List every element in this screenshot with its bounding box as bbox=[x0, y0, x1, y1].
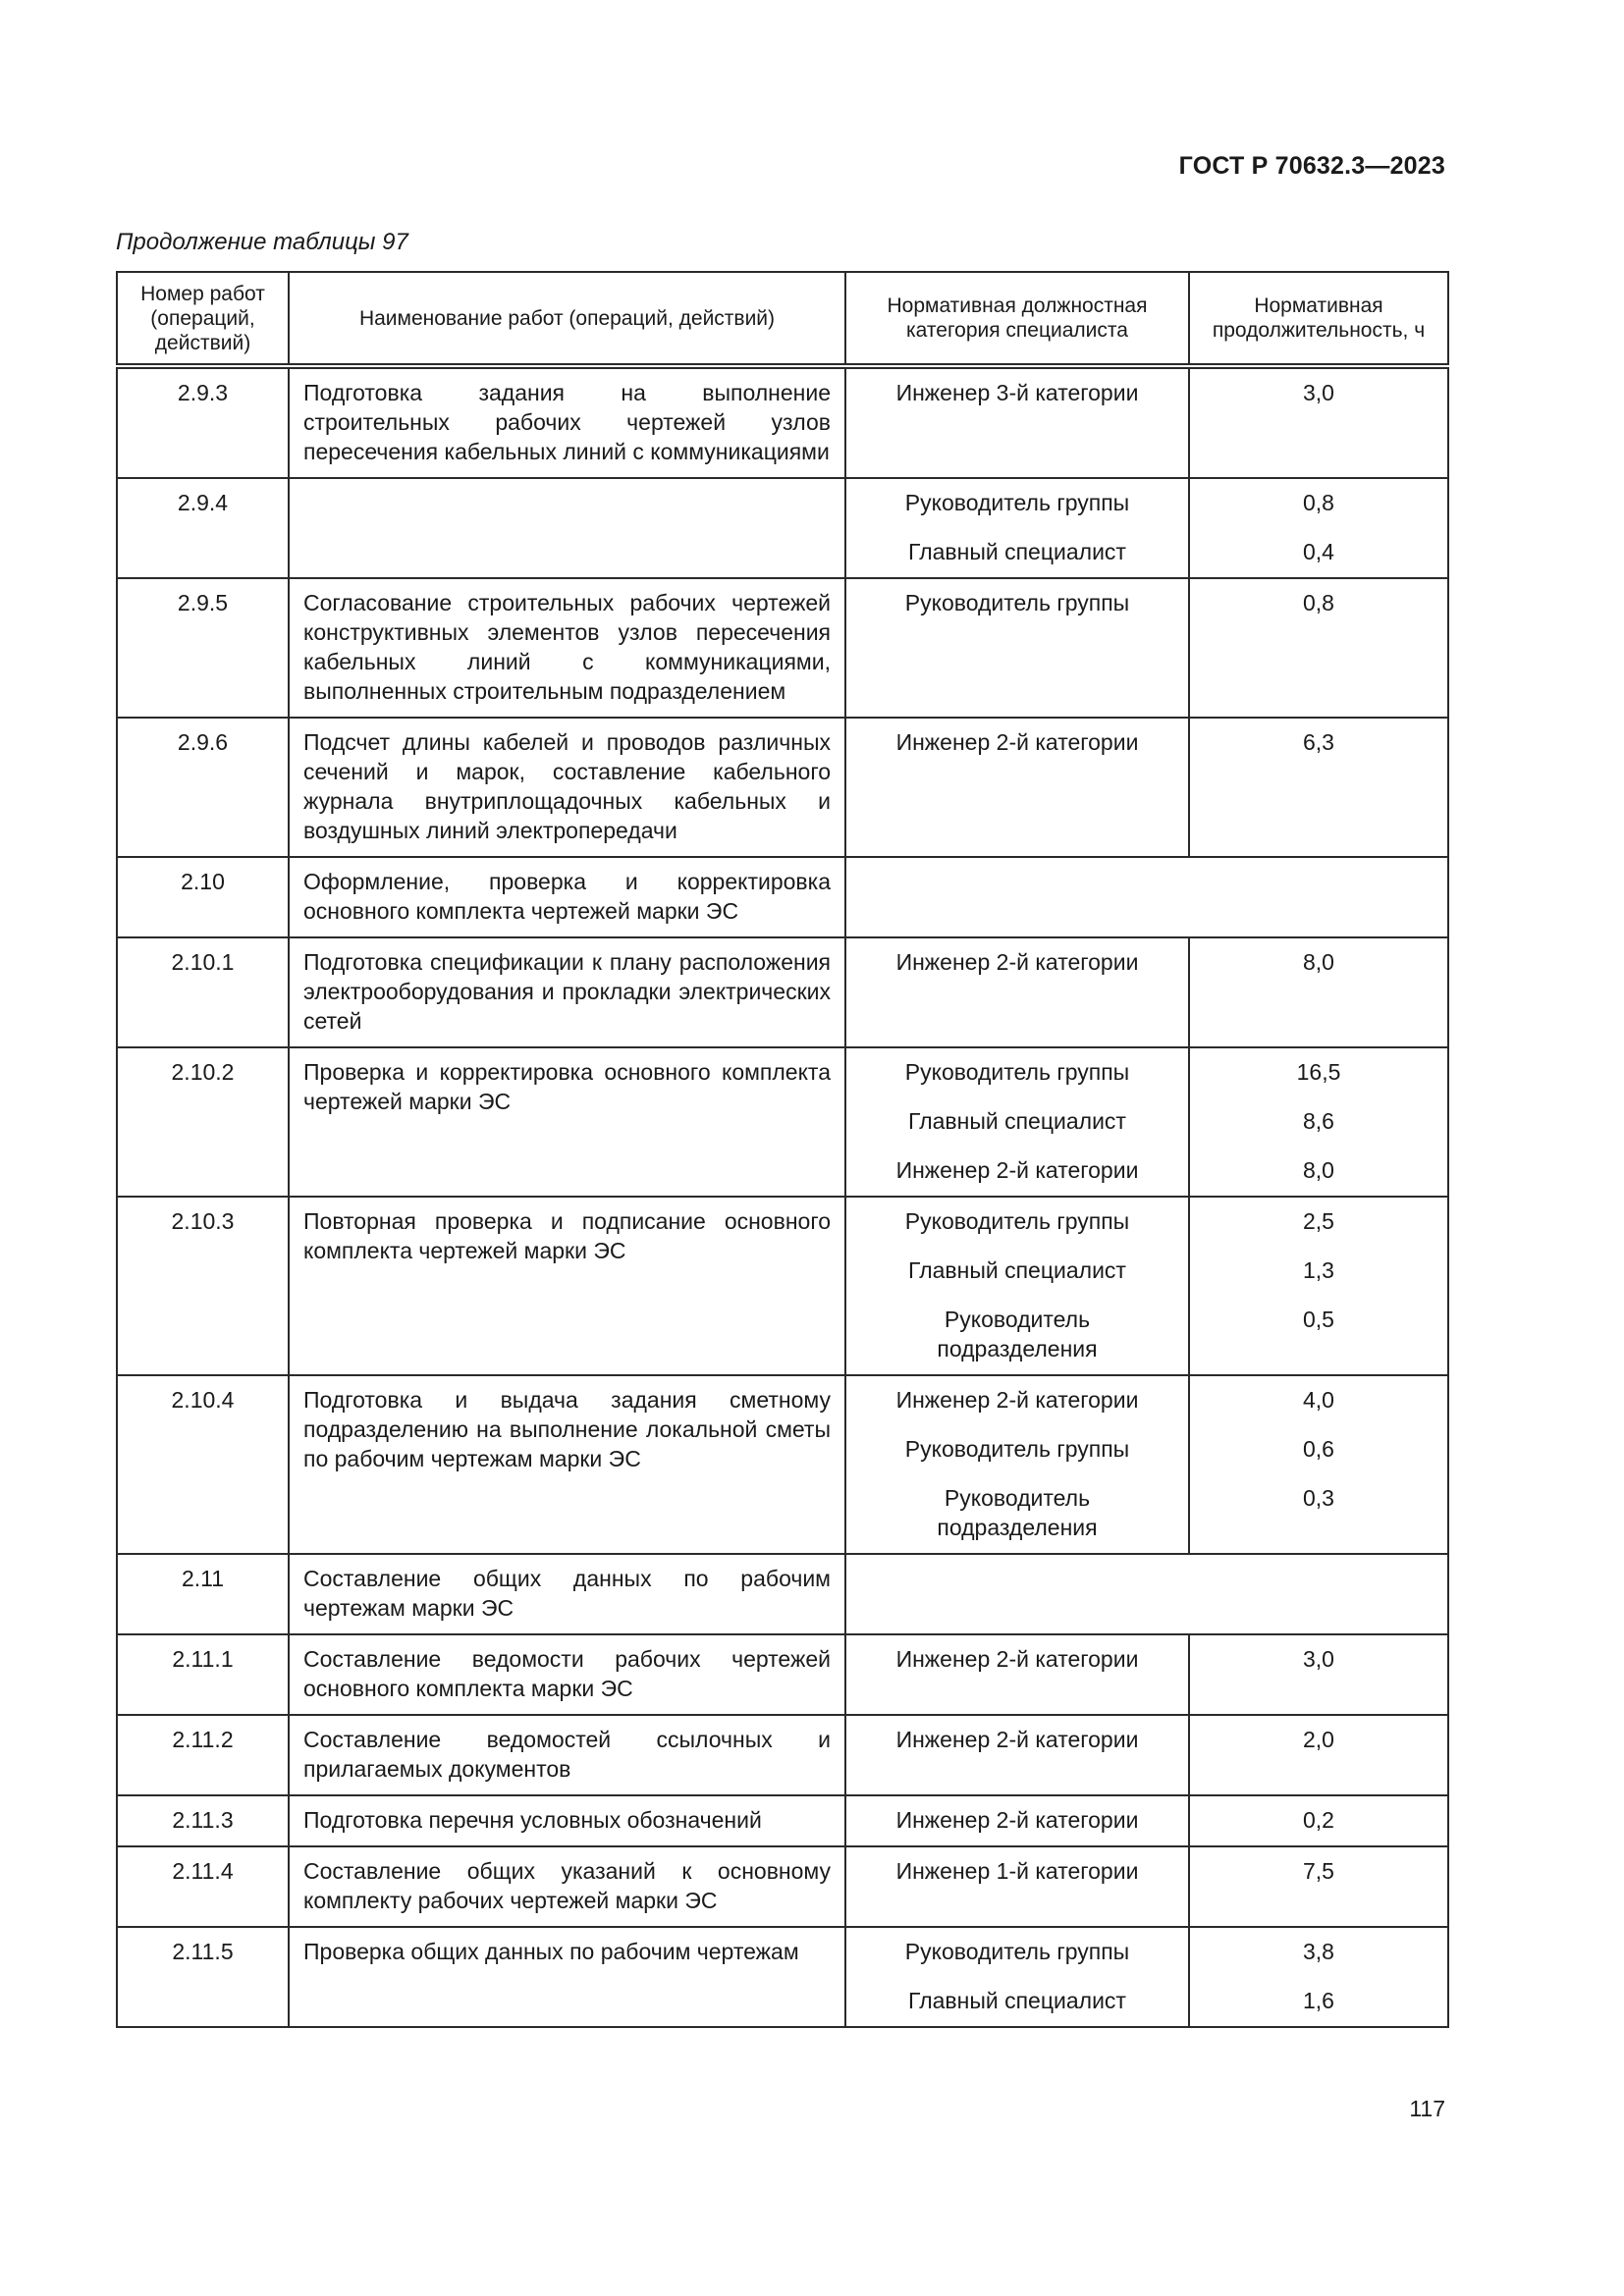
work-number-cell: 2.10.3 bbox=[117, 1197, 289, 1375]
duration-cell bbox=[1189, 1927, 1448, 2027]
duration-hours: 4,0 bbox=[1303, 1387, 1334, 1413]
table-row bbox=[117, 857, 1448, 937]
work-title-cell: Подсчет длины кабелей и проводов различных сечений и марок, составление кабельного журнала внутриплощадочных кабельных и воздушных линий электропередачи bbox=[289, 718, 845, 857]
duration-hours: 3,0 bbox=[1303, 1646, 1334, 1672]
work-title-cell: Составление ведомостей ссылочных и прилагаемых документов bbox=[289, 1715, 845, 1795]
table-continuation-caption: Продолжение таблицы 97 bbox=[116, 229, 408, 255]
specialist-role: Инженер 2-й категории bbox=[895, 1646, 1139, 1672]
duration-hours: 0,6 bbox=[1303, 1436, 1334, 1462]
duration-cell bbox=[1189, 478, 1448, 578]
role-cell bbox=[845, 1047, 1189, 1197]
work-title-cell: Составление общих данных по рабочим чертежам марки ЭС bbox=[289, 1554, 845, 1634]
duration-cell bbox=[1189, 1846, 1448, 1927]
page-number: 117 bbox=[1409, 2096, 1445, 2121]
role-cell bbox=[845, 857, 1448, 937]
role-cell bbox=[845, 1375, 1189, 1554]
role-cell bbox=[845, 1795, 1189, 1846]
role-cell bbox=[845, 366, 1189, 478]
work-title-cell: Подготовка задания на выполнение строительных рабочих чертежей узлов пересечения кабельных линий с коммуникациями bbox=[289, 366, 845, 478]
specialist-role: Инженер 2-й категории bbox=[895, 1727, 1139, 1752]
table-row bbox=[117, 937, 1448, 1047]
duration-hours: 0,2 bbox=[1303, 1807, 1334, 1833]
work-title-cell: Согласование строительных рабочих чертежей конструктивных элементов узлов пересечения кабельных линий с коммуникациями, выполненных строительным подразделением bbox=[289, 578, 845, 718]
duration-hours: 0,3 bbox=[1303, 1485, 1334, 1511]
table-body bbox=[117, 366, 1448, 2027]
specialist-role: Руководитель группы bbox=[904, 1436, 1130, 1462]
role-cell bbox=[845, 1634, 1189, 1715]
duration-cell bbox=[1189, 578, 1448, 718]
work-title-cell: Оформление, проверка и корректировка основного комплекта чертежей марки ЭС bbox=[289, 857, 845, 937]
duration-cell bbox=[1189, 1795, 1448, 1846]
work-number-cell: 2.9.5 bbox=[117, 578, 289, 718]
table-row bbox=[117, 1846, 1448, 1927]
specialist-role: Инженер 2-й категории bbox=[895, 949, 1139, 975]
work-title-cell: Подготовка спецификации к плану расположения электрооборудования и прокладки электрических сетей bbox=[289, 937, 845, 1047]
specialist-role: Руководитель группы bbox=[904, 490, 1130, 515]
role-cell bbox=[845, 718, 1189, 857]
specialist-role: Инженер 2-й категории bbox=[895, 1157, 1139, 1183]
duration-hours: 0,8 bbox=[1303, 490, 1334, 515]
specialist-role: Руководитель подразделения bbox=[937, 1485, 1098, 1540]
duration-hours: 2,5 bbox=[1303, 1208, 1334, 1234]
specialist-role: Руководитель группы bbox=[904, 1939, 1130, 1964]
table-row bbox=[117, 578, 1448, 718]
table-row bbox=[117, 1927, 1448, 2027]
duration-hours: 3,8 bbox=[1303, 1939, 1334, 1964]
work-number-cell: 2.10.1 bbox=[117, 937, 289, 1047]
duration-cell bbox=[1189, 1715, 1448, 1795]
specialist-role: Главный специалист bbox=[908, 1108, 1126, 1134]
work-number-cell: 2.11.1 bbox=[117, 1634, 289, 1715]
table-row bbox=[117, 1634, 1448, 1715]
work-title-cell: Подготовка перечня условных обозначений bbox=[289, 1795, 845, 1846]
duration-hours: 0,4 bbox=[1303, 539, 1334, 564]
duration-hours: 8,0 bbox=[1303, 949, 1334, 975]
work-number-cell: 2.11.3 bbox=[117, 1795, 289, 1846]
duration-hours: 0,8 bbox=[1303, 590, 1334, 615]
duration-cell bbox=[1189, 937, 1448, 1047]
table-row bbox=[117, 1197, 1448, 1375]
duration-hours: 1,3 bbox=[1303, 1257, 1334, 1283]
duration-hours: 6,3 bbox=[1303, 729, 1334, 755]
work-number-cell: 2.10 bbox=[117, 857, 289, 937]
table-row bbox=[117, 366, 1448, 478]
work-number-cell: 2.10.4 bbox=[117, 1375, 289, 1554]
duration-cell bbox=[1189, 1375, 1448, 1554]
specialist-role: Инженер 2-й категории bbox=[895, 1387, 1139, 1413]
duration-hours: 8,6 bbox=[1303, 1108, 1334, 1134]
column-header-role: Нормативная должностная категория специалиста bbox=[845, 272, 1189, 366]
column-header-number: Номер работ (операций, действий) bbox=[117, 272, 289, 366]
table-row bbox=[117, 478, 1448, 578]
role-cell bbox=[845, 1927, 1189, 2027]
work-title-cell: Проверка и корректировка основного комплекта чертежей марки ЭС bbox=[289, 1047, 845, 1197]
specialist-role: Инженер 2-й категории bbox=[895, 1807, 1139, 1833]
work-number-cell: 2.11 bbox=[117, 1554, 289, 1634]
column-header-duration: Нормативная продолжительность, ч bbox=[1189, 272, 1448, 366]
work-number-cell: 2.10.2 bbox=[117, 1047, 289, 1197]
role-cell bbox=[845, 1554, 1448, 1634]
work-title-cell: Повторная проверка и подписание основного комплекта чертежей марки ЭС bbox=[289, 1197, 845, 1375]
duration-cell bbox=[1189, 366, 1448, 478]
work-title-cell bbox=[289, 478, 845, 578]
role-cell bbox=[845, 1197, 1189, 1375]
table-header-row bbox=[117, 272, 1448, 366]
specialist-role: Руководитель группы bbox=[904, 590, 1130, 615]
document-standard-code: ГОСТ Р 70632.3—2023 bbox=[1178, 152, 1445, 180]
table-row bbox=[117, 1375, 1448, 1554]
duration-hours: 0,5 bbox=[1303, 1307, 1334, 1332]
role-cell bbox=[845, 1846, 1189, 1927]
work-number-cell: 2.11.2 bbox=[117, 1715, 289, 1795]
table-row bbox=[117, 718, 1448, 857]
duration-hours: 1,6 bbox=[1303, 1988, 1334, 2013]
table-row bbox=[117, 1795, 1448, 1846]
duration-hours: 16,5 bbox=[1296, 1059, 1341, 1085]
table-row bbox=[117, 1047, 1448, 1197]
specialist-role: Руководитель группы bbox=[904, 1208, 1130, 1234]
role-cell bbox=[845, 937, 1189, 1047]
specialist-role: Инженер 2-й категории bbox=[895, 729, 1139, 755]
column-header-title: Наименование работ (операций, действий) bbox=[289, 272, 845, 366]
work-number-cell: 2.9.6 bbox=[117, 718, 289, 857]
role-cell bbox=[845, 578, 1189, 718]
norms-table bbox=[116, 271, 1449, 2028]
specialist-role: Главный специалист bbox=[908, 1988, 1126, 2013]
work-number-cell: 2.11.4 bbox=[117, 1846, 289, 1927]
role-cell bbox=[845, 478, 1189, 578]
duration-cell bbox=[1189, 1047, 1448, 1197]
specialist-role: Главный специалист bbox=[908, 539, 1126, 564]
duration-cell bbox=[1189, 1197, 1448, 1375]
work-title-cell: Проверка общих данных по рабочим чертежам bbox=[289, 1927, 845, 2027]
work-number-cell: 2.11.5 bbox=[117, 1927, 289, 2027]
work-title-cell: Составление ведомости рабочих чертежей основного комплекта марки ЭС bbox=[289, 1634, 845, 1715]
specialist-role: Инженер 1-й категории bbox=[895, 1858, 1139, 1884]
work-title-cell: Подготовка и выдача задания сметному подразделению на выполнение локальной сметы по рабочим чертежам марки ЭС bbox=[289, 1375, 845, 1554]
table-row bbox=[117, 1715, 1448, 1795]
specialist-role: Главный специалист bbox=[908, 1257, 1126, 1283]
duration-hours: 8,0 bbox=[1303, 1157, 1334, 1183]
table-row bbox=[117, 1554, 1448, 1634]
duration-hours: 2,0 bbox=[1303, 1727, 1334, 1752]
work-title-cell: Составление общих указаний к основному комплекту рабочих чертежей марки ЭС bbox=[289, 1846, 845, 1927]
duration-hours: 3,0 bbox=[1303, 380, 1334, 405]
duration-hours: 7,5 bbox=[1303, 1858, 1334, 1884]
specialist-role: Руководитель подразделения bbox=[937, 1307, 1098, 1362]
duration-cell bbox=[1189, 718, 1448, 857]
role-cell bbox=[845, 1715, 1189, 1795]
specialist-role: Инженер 3-й категории bbox=[895, 380, 1139, 405]
work-number-cell: 2.9.4 bbox=[117, 478, 289, 578]
duration-cell bbox=[1189, 1634, 1448, 1715]
specialist-role: Руководитель группы bbox=[904, 1059, 1130, 1085]
work-number-cell: 2.9.3 bbox=[117, 366, 289, 478]
